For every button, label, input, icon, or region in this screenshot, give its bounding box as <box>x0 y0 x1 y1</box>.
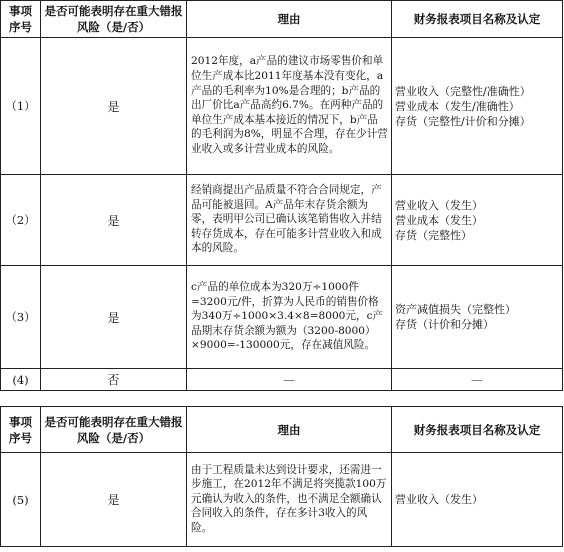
reason-text: 经销商提出产品质量不符合合同规定，产品可能被退回。A产品年末存货余额为零，表明甲公司已确认该笔销售收入并结转存货成本，存在可能多计营业收入和成本的风险。 <box>187 175 392 266</box>
table-row <box>1 266 563 369</box>
table-row <box>1 175 563 266</box>
table-header-row <box>1 1 563 38</box>
header-reason: 理由 <box>187 1 392 38</box>
statement-items: — <box>392 369 563 391</box>
risk-answer: 是 <box>41 266 187 369</box>
row-number: （1） <box>1 38 41 175</box>
risk-answer: 是 <box>41 38 187 175</box>
table-header-row <box>1 407 563 453</box>
header-risk: 是否可能表明存在重大错报风险（是/否） <box>41 1 187 38</box>
risk-answer: 否 <box>41 369 187 391</box>
row-number: （3） <box>1 266 41 369</box>
reason-text: — <box>187 369 392 391</box>
row-number: (4) <box>1 369 41 391</box>
header-items: 财务报表项目名称及认定 <box>392 1 563 38</box>
header-risk: 是否可能表明存在重大错报风险（是/否） <box>41 407 187 453</box>
header-items: 财务报表项目名称及认定 <box>392 407 563 453</box>
row-number: （2） <box>1 175 41 266</box>
risk-answer: 是 <box>41 175 187 266</box>
statement-items: 营业收入（发生） <box>392 453 563 547</box>
risk-answer: 是 <box>41 453 187 547</box>
header-seq: 事项 序号 <box>1 1 41 38</box>
row-number: (5) <box>1 453 41 547</box>
reason-text: c产品的单位成本为320万÷1000件=3200元/件，折算为人民币的销售价格为340万÷1000×3.4×8=8000元，c产品期末存货余额为额为（3200-8000）×9000=-130000元，存在减值风险。 <box>187 266 392 369</box>
header-reason: 理由 <box>187 407 392 453</box>
header-seq: 事项 序号 <box>1 407 41 453</box>
table-row <box>1 38 563 175</box>
statement-items: 营业收入（完整性/准确性） 营业成本（发生/准确性） 存货（完整性/计价和分摊） <box>392 38 563 175</box>
reason-text: 2012年度，a产品的建议市场零售价和单位生产成本比2011年度基本没有变化，a产品的毛利率为10%是合理的；b产品的出厂价比a产品高约6.7%。在两种产品的单位生产成本基本接近的情况下，b产品的毛利润为8%，明显不合理，存在少计营业收入或多计营业成本的风险。 <box>187 38 392 175</box>
reason-text: 由于工程质量未达到设计要求，还需进一步施工，在2012年不满足将突揽款100万元确认为收入的条件，也不满足全额确认合同收入的条件，存在多计3收入的风险。 <box>187 453 392 547</box>
statement-items: 资产减值损失（完整性） 存货（计价和分摊） <box>392 266 563 369</box>
risk-table-2 <box>0 406 563 547</box>
statement-items: 营业收入（发生） 营业成本（发生） 存货（完整性） <box>392 175 563 266</box>
table-row <box>1 453 563 547</box>
table-row <box>1 369 563 391</box>
